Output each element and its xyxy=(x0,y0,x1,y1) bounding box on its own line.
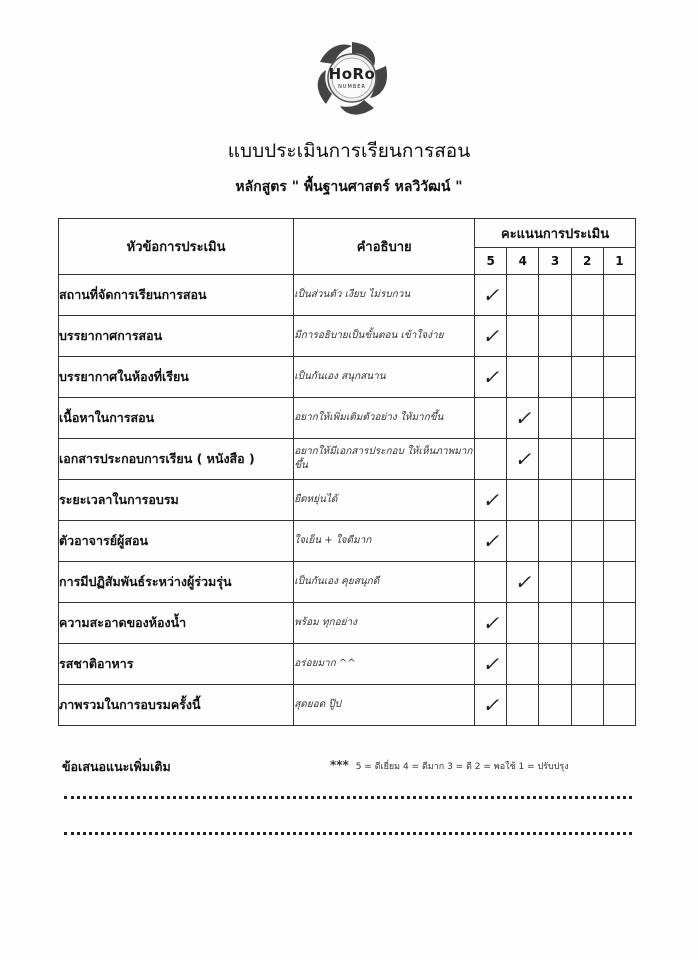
checkmark-icon: ✓ xyxy=(514,447,532,471)
score-cell-1[interactable] xyxy=(603,685,635,726)
score-cell-3[interactable] xyxy=(539,603,571,644)
score-cell-1[interactable] xyxy=(603,521,635,562)
row-topic: ระยะเวลาในการอบรม xyxy=(59,480,294,521)
score-cell-5[interactable] xyxy=(475,521,507,562)
checkmark-icon: ✓ xyxy=(482,365,500,389)
score-cell-3[interactable] xyxy=(539,480,571,521)
row-description[interactable]: อยากให้เพิ่มเติมตัวอย่าง ให้มากขึ้น xyxy=(294,398,475,439)
checkmark-icon: ✓ xyxy=(482,693,500,717)
score-cell-4[interactable] xyxy=(507,685,539,726)
logo-text: HoRo xyxy=(328,65,376,83)
checkmark-icon: ✓ xyxy=(482,324,500,348)
header-topic: หัวข้อการประเมิน xyxy=(59,219,294,275)
row-description[interactable]: อร่อยมาก ^^ xyxy=(294,644,475,685)
score-cell-1[interactable] xyxy=(603,644,635,685)
table-row xyxy=(59,480,636,521)
table-row xyxy=(59,439,636,480)
score-legend xyxy=(330,758,569,773)
score-cell-3[interactable] xyxy=(539,398,571,439)
header-score: คะแนนการประเมิน xyxy=(475,219,636,248)
score-cell-1[interactable] xyxy=(603,480,635,521)
row-topic: ตัวอาจารย์ผู้สอน xyxy=(59,521,294,562)
table-row xyxy=(59,603,636,644)
score-cell-2[interactable] xyxy=(571,685,603,726)
legend-stars: *** xyxy=(330,758,349,772)
score-cell-2[interactable] xyxy=(571,275,603,316)
checkmark-icon: ✓ xyxy=(482,529,500,553)
score-cell-2[interactable] xyxy=(571,521,603,562)
checkmark-icon: ✓ xyxy=(514,570,532,594)
table-row xyxy=(59,685,636,726)
row-description[interactable]: เป็นส่วนตัว เงียบ ไม่รบกวน xyxy=(294,275,475,316)
score-cell-3[interactable] xyxy=(539,562,571,603)
score-cell-3[interactable] xyxy=(539,521,571,562)
score-cell-5[interactable] xyxy=(475,562,507,603)
legend-text: 5 = ดีเยี่ยม 4 = ดีมาก 3 = ดี 2 = พอใช้ 1 = ปรับปรุง xyxy=(355,762,569,772)
row-topic: การมีปฏิสัมพันธ์ระหว่างผู้ร่วมรุ่น xyxy=(59,562,294,603)
table-row xyxy=(59,357,636,398)
score-cell-2[interactable] xyxy=(571,480,603,521)
score-cell-4[interactable] xyxy=(507,275,539,316)
row-topic: บรรยากาศการสอน xyxy=(59,316,294,357)
score-cell-4[interactable] xyxy=(507,439,539,480)
score-cell-4[interactable] xyxy=(507,480,539,521)
row-description[interactable]: เป็นกันเอง คุยสนุกดี xyxy=(294,562,475,603)
table-row xyxy=(59,644,636,685)
table-row xyxy=(59,562,636,603)
score-cell-4[interactable] xyxy=(507,357,539,398)
row-topic: บรรยากาศในห้องที่เรียน xyxy=(59,357,294,398)
score-cell-5[interactable] xyxy=(475,685,507,726)
score-cell-1[interactable] xyxy=(603,398,635,439)
row-topic: เนื้อหาในการสอน xyxy=(59,398,294,439)
suggestions-label: ข้อเสนอแนะเพิ่มเติม xyxy=(62,759,171,774)
checkmark-icon: ✓ xyxy=(482,652,500,676)
score-cell-3[interactable] xyxy=(539,644,571,685)
score-cell-2[interactable] xyxy=(571,316,603,357)
score-cell-3[interactable] xyxy=(539,275,571,316)
score-cell-3[interactable] xyxy=(539,685,571,726)
score-header-1: 1 xyxy=(603,248,635,275)
score-cell-5[interactable] xyxy=(475,316,507,357)
score-cell-2[interactable] xyxy=(571,603,603,644)
checkmark-icon: ✓ xyxy=(482,611,500,635)
checkmark-icon: ✓ xyxy=(482,488,500,512)
score-cell-5[interactable] xyxy=(475,603,507,644)
score-header-5: 5 xyxy=(475,248,507,275)
score-cell-3[interactable] xyxy=(539,316,571,357)
suggestion-line-2[interactable] xyxy=(64,832,632,835)
score-cell-1[interactable] xyxy=(603,357,635,398)
table-row xyxy=(59,275,636,316)
score-cell-2[interactable] xyxy=(571,562,603,603)
score-cell-3[interactable] xyxy=(539,357,571,398)
score-cell-1[interactable] xyxy=(603,439,635,480)
score-cell-4[interactable] xyxy=(507,644,539,685)
score-header-2: 2 xyxy=(571,248,603,275)
row-topic: ภาพรวมในการอบรมครั้งนี้ xyxy=(59,685,294,726)
score-cell-2[interactable] xyxy=(571,644,603,685)
score-cell-5[interactable] xyxy=(475,480,507,521)
score-header-3: 3 xyxy=(539,248,571,275)
score-cell-5[interactable] xyxy=(475,357,507,398)
score-cell-1[interactable] xyxy=(603,275,635,316)
row-description[interactable]: เป็นกันเอง สนุกสนาน xyxy=(294,357,475,398)
row-description[interactable]: ยืดหยุ่นได้ xyxy=(294,480,475,521)
score-cell-4[interactable] xyxy=(507,521,539,562)
evaluation-table xyxy=(58,218,636,726)
score-cell-5[interactable] xyxy=(475,439,507,480)
score-cell-4[interactable] xyxy=(507,603,539,644)
form-title: แบบประเมินการเรียนการสอน xyxy=(227,140,471,162)
course-subtitle: หลักสูตร " พื้นฐานศาสตร์ หลวิวัฒน์ " xyxy=(235,179,463,195)
row-description[interactable]: ใจเย็น + ใจดีมาก xyxy=(294,521,475,562)
score-cell-1[interactable] xyxy=(603,562,635,603)
score-cell-2[interactable] xyxy=(571,439,603,480)
score-cell-5[interactable] xyxy=(475,644,507,685)
score-cell-4[interactable] xyxy=(507,316,539,357)
score-cell-4[interactable] xyxy=(507,562,539,603)
horo-number-logo xyxy=(312,38,392,118)
score-cell-5[interactable] xyxy=(475,398,507,439)
row-description[interactable]: สุดยอด ปู๊ป xyxy=(294,685,475,726)
row-description[interactable]: พร้อม ทุกอย่าง xyxy=(294,603,475,644)
row-topic: รสชาติอาหาร xyxy=(59,644,294,685)
score-cell-2[interactable] xyxy=(571,357,603,398)
row-topic: ความสะอาดของห้องน้ำ xyxy=(59,603,294,644)
score-cell-5[interactable] xyxy=(475,275,507,316)
suggestion-line-1[interactable] xyxy=(64,796,632,799)
table-row xyxy=(59,316,636,357)
score-cell-2[interactable] xyxy=(571,398,603,439)
row-description[interactable]: มีการอธิบายเป็นขั้นตอน เข้าใจง่าย xyxy=(294,316,475,357)
score-cell-1[interactable] xyxy=(603,603,635,644)
score-cell-1[interactable] xyxy=(603,316,635,357)
table-row xyxy=(59,521,636,562)
checkmark-icon: ✓ xyxy=(482,283,500,307)
table-row xyxy=(59,398,636,439)
score-header-4: 4 xyxy=(507,248,539,275)
logo-subtext: NUMBER xyxy=(338,84,366,90)
row-topic: สถานที่จัดการเรียนการสอน xyxy=(59,275,294,316)
header-description: คำอธิบาย xyxy=(294,219,475,275)
checkmark-icon: ✓ xyxy=(514,406,532,430)
row-topic: เอกสารประกอบการเรียน ( หนังสือ ) xyxy=(59,439,294,480)
score-cell-4[interactable] xyxy=(507,398,539,439)
row-description[interactable]: อยากให้มีเอกสารประกอบ ให้เห็นภาพมากขึ้น xyxy=(294,439,475,480)
score-cell-3[interactable] xyxy=(539,439,571,480)
